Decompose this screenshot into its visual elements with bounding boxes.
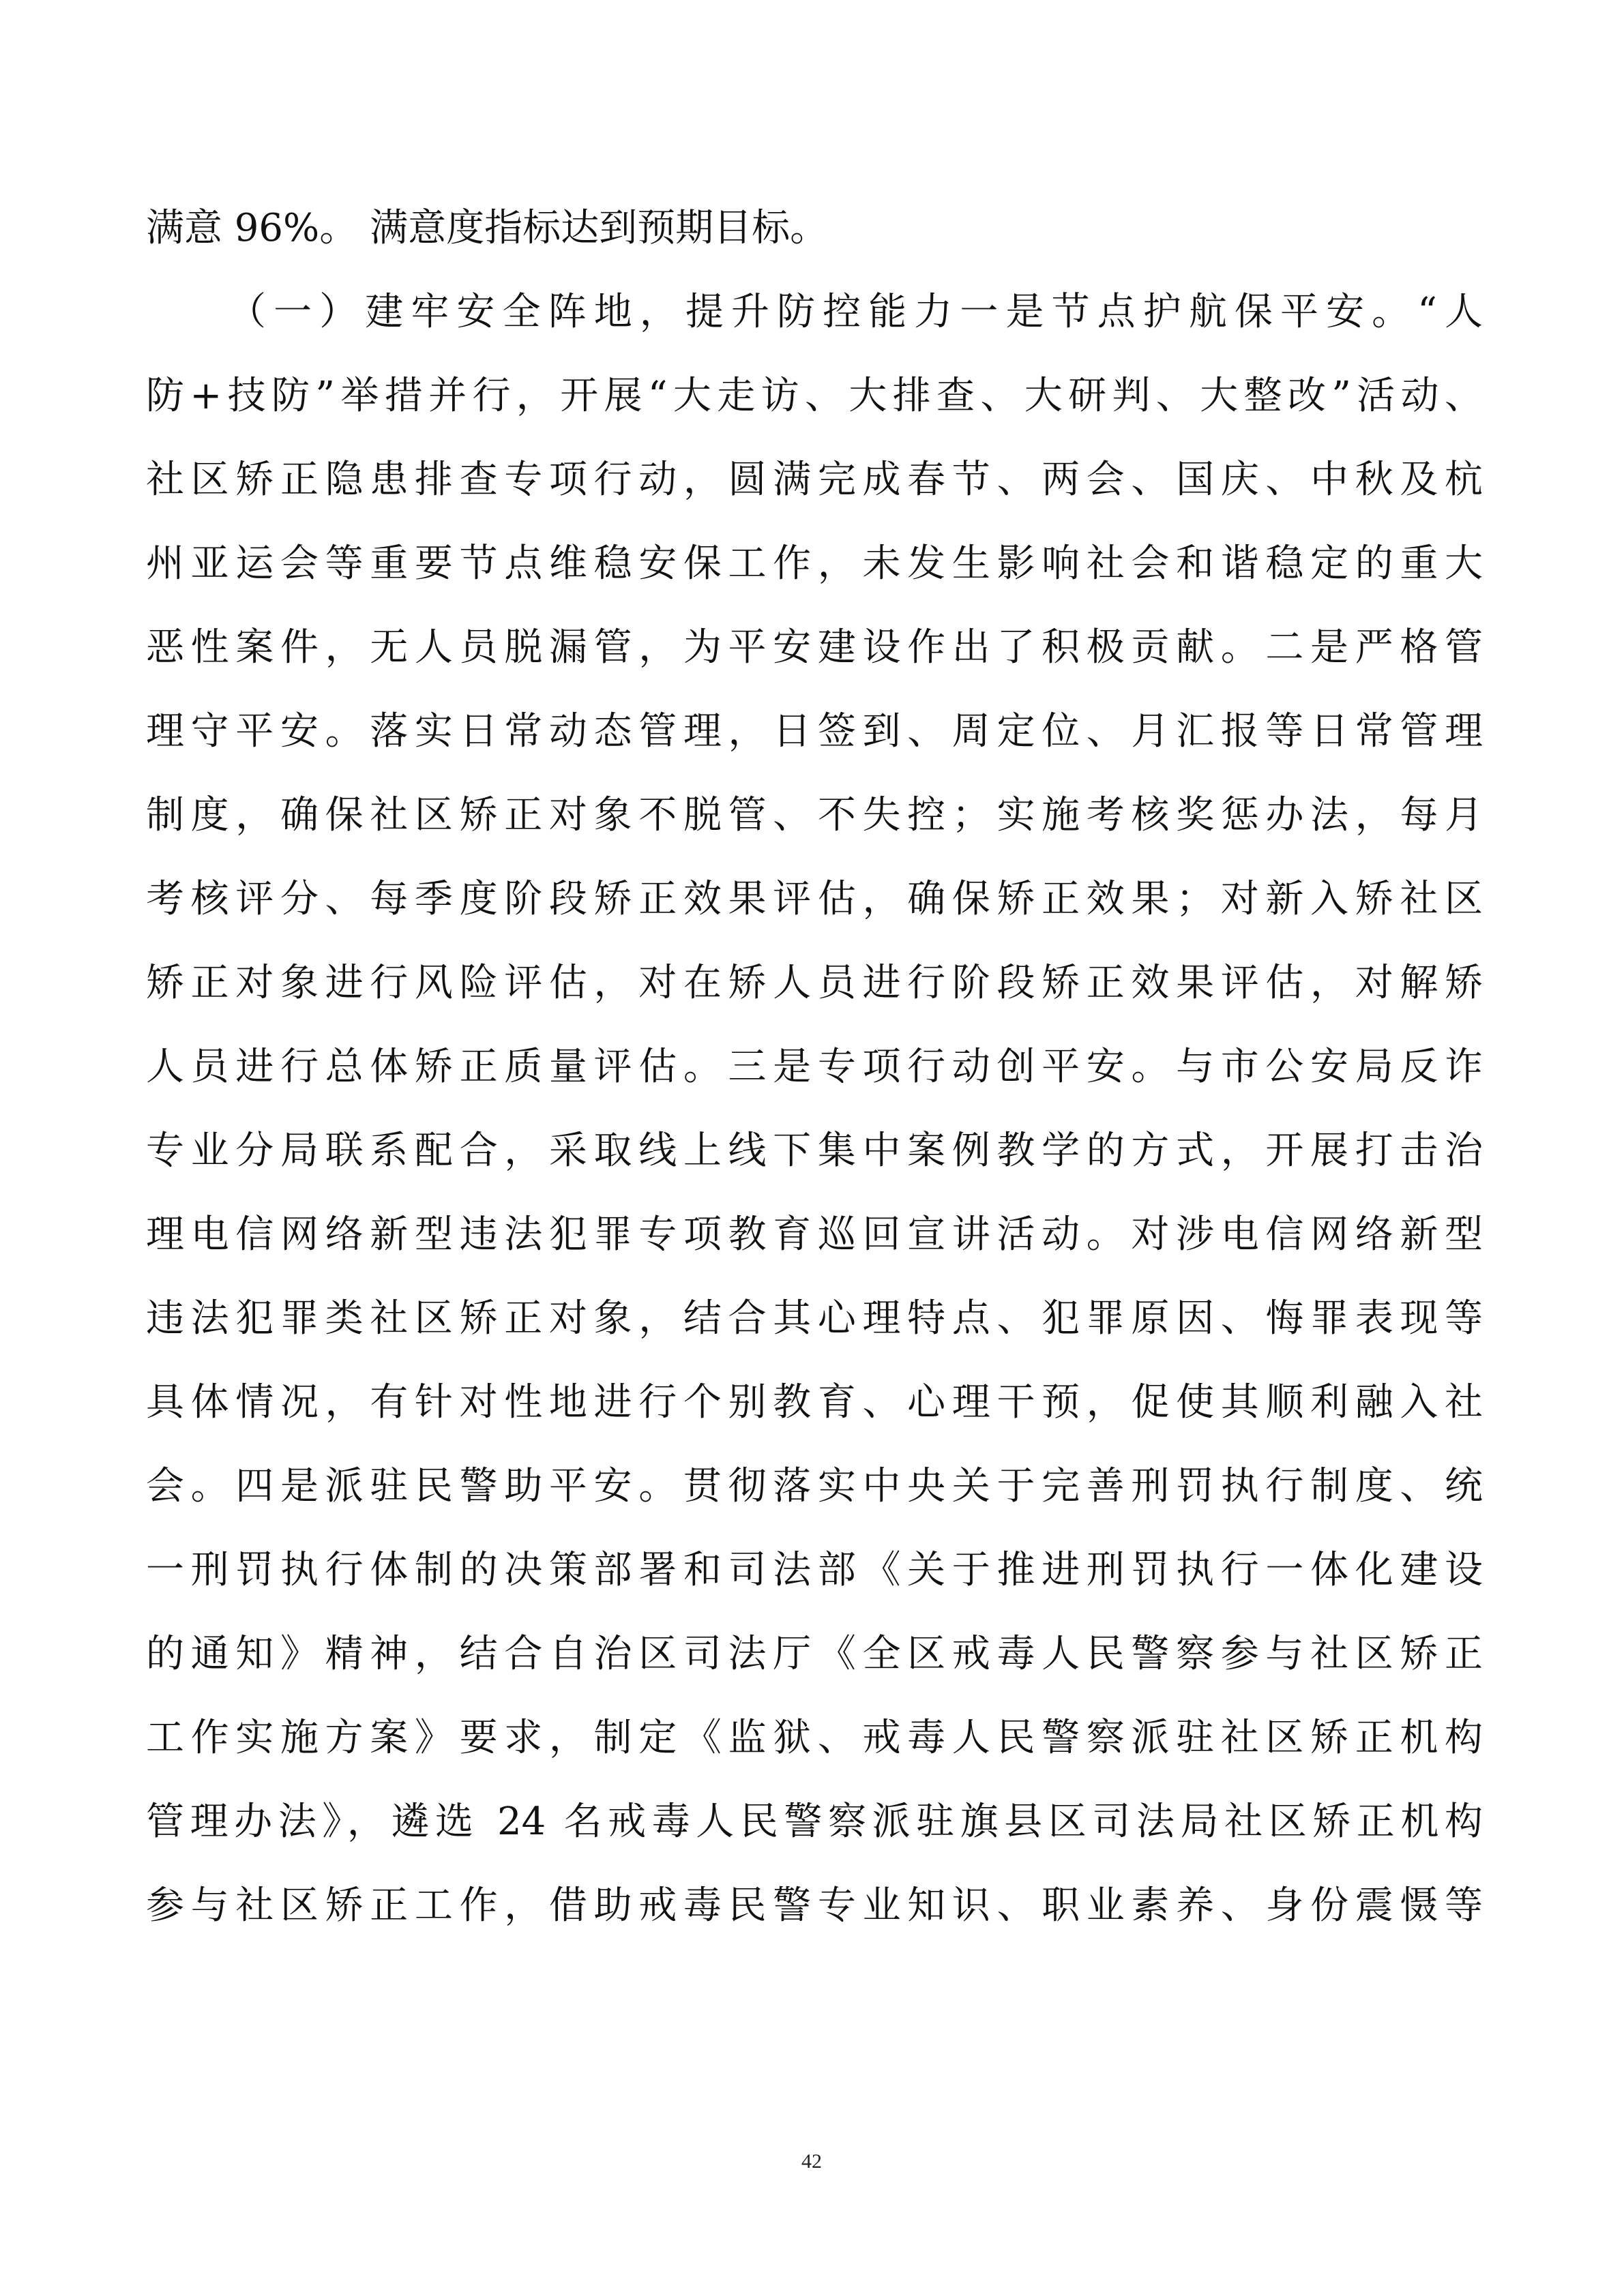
text-line: 考核评分、每季度阶段矫正效果评估，确保矫正效果；对新入矫社区 [146,877,1483,921]
text-line: 工作实施方案》要求，制定《监狱、戒毒人民警察派驻社区矫正机构 [146,1716,1483,1760]
text-line: 管理办法》，遴选 24 名戒毒人民警察派驻旗县区司法局社区矫正机构 [146,1800,1483,1844]
text-line: 社区矫正隐患排查专项行动，圆满完成春节、两会、国庆、中秋及杭 [146,458,1483,502]
text-line: 恶性案件，无人员脱漏管，为平安建设作出了积极贡献。二是严格管 [146,625,1483,670]
text-line: 违法犯罪类社区矫正对象，结合其心理特点、犯罪原因、悔罪表现等 [146,1296,1483,1341]
text-line: 会。四是派驻民警助平安。贯彻落实中央关于完善刑罚执行制度、统 [146,1464,1483,1508]
text-line: 州亚运会等重要节点维稳安保工作，未发生影响社会和谐稳定的重大 [146,541,1483,586]
text-line: 人员进行总体矫正质量评估。三是专项行动创平安。与市公安局反诈 [146,1045,1483,1089]
text-line: 具体情况，有针对性地进行个别教育、心理干预，促使其顺利融入社 [146,1380,1483,1425]
text-line: 的通知》精神，结合自治区司法厅《全区戒毒人民警察参与社区矫正 [146,1632,1483,1676]
text-line: 参与社区矫正工作，借助戒毒民警专业知识、职业素养、身份震慑等 [146,1883,1483,1928]
text-line: 防+技防”举措并行，开展“大走访、大排查、大研判、大整改”活动、 [146,374,1483,418]
text-line: 理电信网络新型违法犯罪专项教育巡回宣讲活动。对涉电信网络新型 [146,1212,1483,1257]
text-line: 制度，确保社区矫正对象不脱管、不失控；实施考核奖惩办法，每月 [146,793,1483,837]
text-line: 满意 96%。 满意度指标达到预期目标。 [146,206,829,250]
paragraph-start-line: （一）建牢安全阵地，提升防控能力一是节点护航保平安。“人 [228,290,1483,334]
text-line: 一刑罚执行体制的决策部署和司法部《关于推进刑罚执行一体化建设 [146,1548,1483,1592]
page-number: 42 [801,2150,822,2173]
text-line: 矫正对象进行风险评估，对在矫人员进行阶段矫正效果评估，对解矫 [146,961,1483,1005]
text-line: 理守平安。落实日常动态管理，日签到、周定位、月汇报等日常管理 [146,709,1483,754]
text-line: 专业分局联系配合，采取线上线下集中案例教学的方式，开展打击治 [146,1129,1483,1173]
